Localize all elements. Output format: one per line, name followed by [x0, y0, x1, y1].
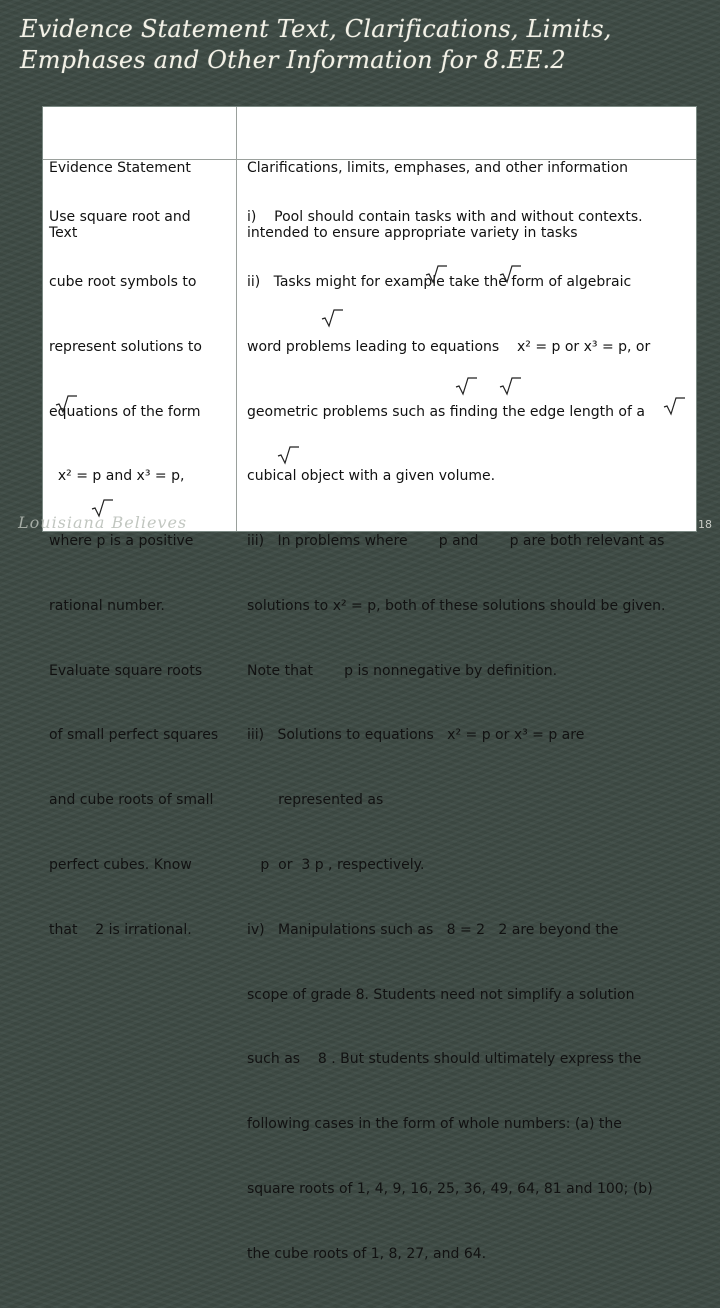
body-right-line: such as 8 . But students should ultimately express the [247, 1051, 642, 1068]
body-right-line: word problems leading to equations x² = p or x³ = p, or [247, 338, 651, 355]
body-left-line: cube root symbols to [49, 273, 197, 290]
body-right-line: p or 3 p , respectively. [247, 857, 425, 873]
title-line-1: Evidence Statement Text, Clarifications, Limits, [20, 15, 612, 43]
footer-brand: Louisiana Believes [18, 513, 188, 532]
header-left-line: Evidence Statement [49, 160, 191, 177]
body-right-line: i) Pool should contain tasks with and without contexts. [247, 209, 643, 226]
body-left-line: where p is a positive [49, 533, 194, 550]
radical-sign-icon [499, 265, 521, 283]
radical-sign-icon [55, 395, 77, 413]
body-right-line: iv) Manipulations such as 8 = 2 2 are beyond the [247, 921, 619, 938]
header-right-line: Clarifications, limits, emphases, and other information [247, 160, 629, 177]
body-left-line: equations of the form [49, 403, 201, 420]
header-right-line: intended to ensure appropriate variety in tasks [247, 224, 578, 241]
radical-sign-icon [321, 309, 343, 327]
body-right-line: the cube roots of 1, 8, 27, and 64. [247, 1245, 487, 1262]
body-right-line: iii) Solutions to equations x² = p or x³ = p are [247, 727, 585, 744]
evidence-statement-text [49, 164, 218, 985]
body-right-line: ii) Tasks might for example take the form of algebraic [247, 273, 632, 290]
title-line-2: Emphases and Other Information for 8.EE.2 [20, 46, 566, 74]
radical-sign-icon [499, 377, 521, 395]
radical-sign-icon [277, 446, 299, 464]
body-left-line: and cube roots of small [49, 792, 214, 809]
radical-sign-icon [663, 397, 685, 415]
body-right-line: Note that p is nonnegative by definition. [247, 662, 558, 679]
clarifications-text [247, 164, 666, 1308]
body-right-line: solutions to x² = p, both of these solutions should be given. [247, 597, 666, 614]
body-left-line: that 2 is irrational. [49, 921, 192, 938]
header-left-line: Text [49, 224, 78, 241]
body-left-line: x² = p and x³ = p, [49, 468, 185, 485]
body-right-line: represented as [247, 792, 384, 809]
body-right-line: square roots of 1, 4, 9, 16, 25, 36, 49, 64, 81 and 100; (b) [247, 1180, 653, 1197]
body-left-line: of small perfect squares [49, 727, 219, 744]
slide-title [20, 14, 710, 76]
body-right-line: scope of grade 8. Students need not simplify a solution [247, 986, 635, 1003]
radical-sign-icon [425, 265, 447, 283]
body-left-line: Use square root and [49, 209, 191, 226]
body-left-line: represent solutions to [49, 338, 202, 355]
page-number: 18 [698, 518, 712, 531]
body-left-line: perfect cubes. Know [49, 857, 192, 873]
body-right-line: cubical object with a given volume. [247, 468, 496, 485]
body-right-line: geometric problems such as finding the edge length of a [247, 403, 645, 420]
body-right-line: iii) In problems where p and p are both relevant as [247, 533, 665, 550]
body-right-line: following cases in the form of whole numbers: (a) the [247, 1116, 622, 1133]
column-divider [236, 107, 237, 531]
body-left-line: rational number. [49, 597, 165, 614]
body-left-line: Evaluate square roots [49, 662, 203, 679]
radical-sign-icon [455, 377, 477, 395]
evidence-table [42, 106, 697, 1262]
